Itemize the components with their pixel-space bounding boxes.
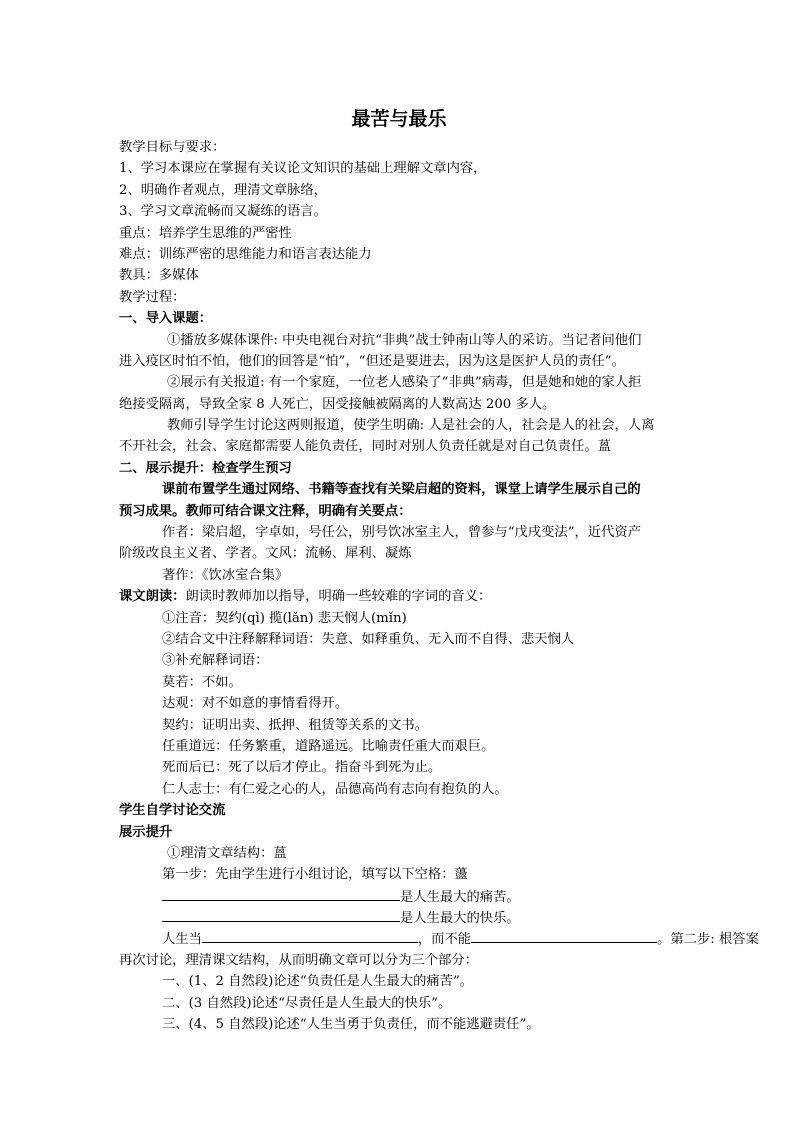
- blank-suffix: 是人生最大的痛苦。: [400, 889, 520, 905]
- paragraph-line: 课前布置学生通过网络、书籍等查找有关梁启超的资料，课堂上请学生展示自己的: [162, 482, 641, 498]
- reading-heading: [119, 586, 679, 607]
- definition-line: 达观：对不如意的事情看得开。: [162, 696, 349, 712]
- section-heading-goals: 教学目标与要求：: [119, 140, 226, 155]
- answer-blank[interactable]: [202, 928, 418, 943]
- paragraph-line: ②展示有关报道: 有一个家庭，一位老人感染了“非典”病毒，但是她和她的家人拒: [167, 375, 642, 391]
- answer-blank[interactable]: [162, 886, 400, 901]
- goal-item: 3、学习文章流畅而又凝练的语言。: [119, 204, 327, 220]
- key-point: 重点：培养学生思维的严密性: [119, 225, 292, 241]
- paragraph-line: [119, 436, 679, 457]
- definition-line: 莫若：不如。: [162, 674, 242, 690]
- structure-item: 二、(3 自然段)论述“尽责任是人生最大的快乐”。: [162, 995, 452, 1011]
- blank-middle: ，而不能: [417, 932, 472, 948]
- paragraph-line: 作者：梁启超，字卓如，号任公，别号饮冰室主人，曾参与“戊戌变法”，近代资产: [162, 525, 641, 541]
- paragraph-line: ①理清文章结构：蒕: [167, 845, 287, 861]
- paragraph-line: 著作：《饮冰室合集》: [162, 567, 289, 583]
- paragraph-line: 教师引导学生讨论这两则报道，使学生明确: 人是社会的人，社会是人的社会，人离: [167, 418, 655, 434]
- answer-blank[interactable]: [471, 928, 657, 943]
- paragraph-line: 再次讨论，理清课文结构，从而明确文章可以分为三个部分：: [119, 952, 479, 968]
- paragraph-line: ①播放多媒体课件: 中央电视台对抗“非典”战士钟南山等人的采访。当记者问他们: [167, 332, 642, 348]
- structure-item: 一、(1、2 自然段)论述“负责任是人生最大的痛苦”。: [162, 974, 474, 990]
- stray-glyph: 蘯: [454, 867, 468, 883]
- document-page: [119, 104, 759, 1035]
- definition-line: 契约：证明出卖、抵押、租赁等关系的文书。: [162, 717, 428, 733]
- fill-blank-line: [119, 886, 679, 907]
- section-heading-showcase: 展示提升: [119, 824, 173, 840]
- fill-blank-line: [119, 928, 759, 949]
- paragraph-text: 不开社会，社会、家庭都需要人能负责任，同时对别人负责任就是对自己负责任。: [119, 439, 598, 455]
- section-heading-preview: 二、展示提升：检查学生预习: [119, 460, 292, 476]
- stray-glyph: 蒕: [597, 439, 611, 455]
- pinyin-line: ①注音：契约(qì) 揽(lǎn) 悲天悯人(mǐn): [162, 610, 407, 626]
- paragraph-line: 阶级改良主义者、学者。文风：流畅、犀利、凝炼: [119, 546, 412, 562]
- reading-label: 课文朗读：: [119, 589, 186, 605]
- section-heading-intro: 一、导入课题：: [119, 311, 213, 327]
- fill-blank-line: [119, 907, 679, 928]
- section-heading-discussion: 学生自学讨论交流: [119, 803, 226, 819]
- definition-line: 仁人志士：有仁爱之心的人，品德高尚有志向有抱负的人。: [162, 781, 508, 797]
- definition-line: 任重道远：任务繁重，道路遥远。比喻责任重大而艰巨。: [162, 738, 495, 754]
- page-title: 最苦与最乐: [351, 108, 447, 130]
- goal-item: 2、明确作者观点，理清文章脉络，: [119, 182, 327, 198]
- answer-blank[interactable]: [162, 907, 400, 922]
- paragraph-line: 进入疫区时怕不怕，他们的回答是“怕”，“但还是要进去，因为这是医护人员的责任”。: [119, 353, 625, 369]
- blank-suffix: 。第二步: 根答案: [657, 932, 759, 948]
- blank-suffix: 是人生最大的快乐。: [400, 911, 520, 927]
- blank-prefix: 人生当: [162, 932, 202, 948]
- section-heading-process: 教学过程：: [119, 289, 186, 305]
- paragraph-line: [119, 864, 679, 885]
- definition-line: 死而后已：死了以后才停止。指奋斗到死为止。: [162, 760, 442, 776]
- vocab-line: ②结合文中注释解释词语：失意、如释重负、无入而不自得、悲天悯人: [162, 631, 575, 647]
- paragraph-line: 绝接受隔离，导致全家 8 人死亡，因受接触被隔离的人数高达 200 多人。: [119, 396, 556, 412]
- vocab-line: ③补充解释词语：: [162, 653, 269, 669]
- teaching-tools: 教具：多媒体: [119, 268, 199, 284]
- structure-item: 三、(4、5 自然段)论述“人生当勇于负责任，而不能逃避责任”。: [162, 1017, 540, 1033]
- reading-text: 朗读时教师加以指导，明确一些较难的字词的音义：: [185, 589, 492, 605]
- goal-item: 1、学习本课应在掌握有关议论文知识的基础上理解文章内容，: [119, 161, 487, 177]
- difficult-point: 难点：训练严密的思维能力和语言表达能力: [119, 246, 372, 262]
- paragraph-line: 预习成果。教师可结合课文注释，明确有关要点：: [119, 503, 412, 519]
- paragraph-text: 第一步：先由学生进行小组讨论，填写以下空格：: [162, 867, 455, 883]
